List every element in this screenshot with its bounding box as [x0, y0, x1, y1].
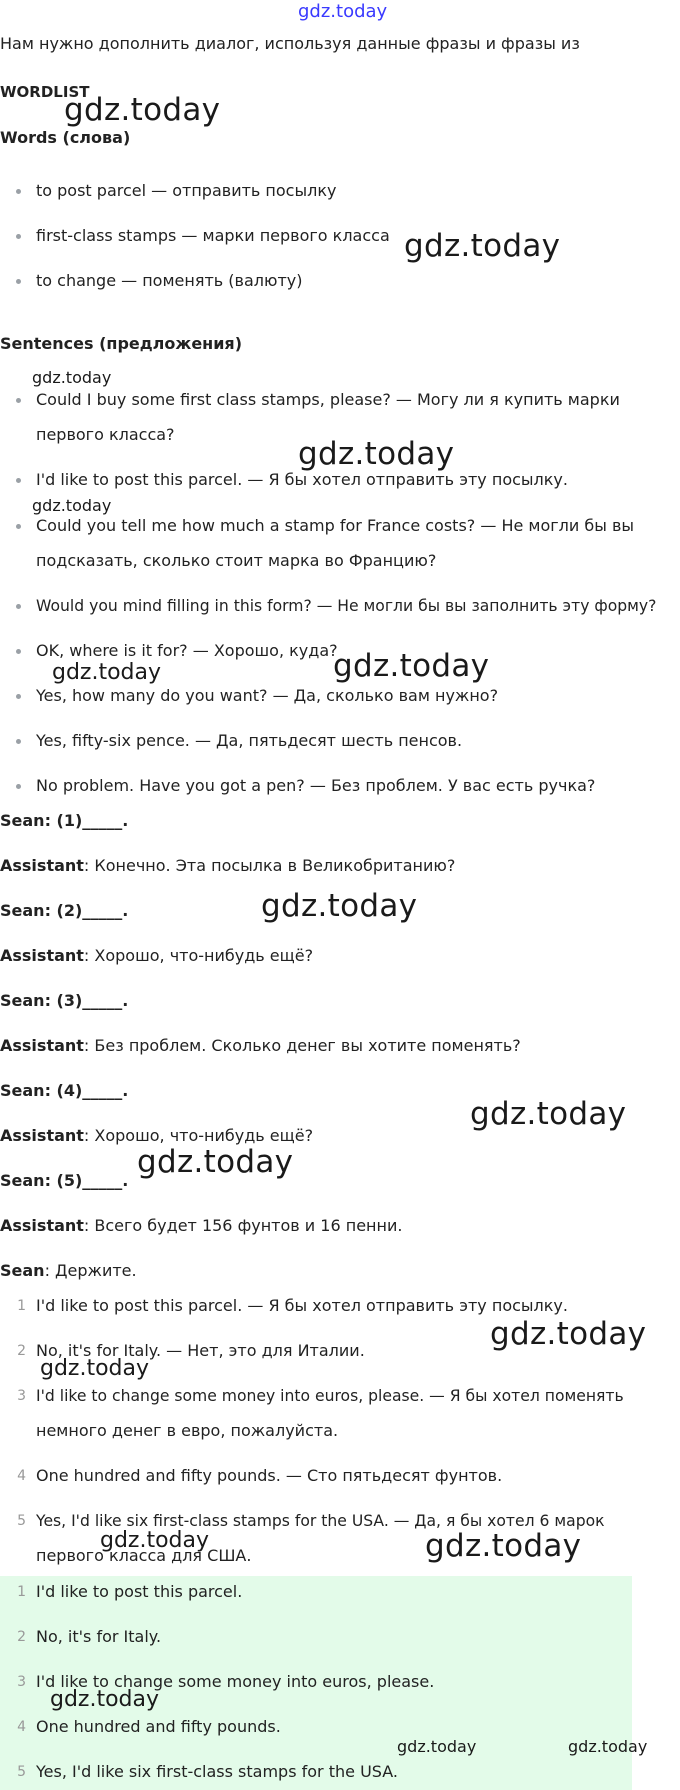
speaker: Assistant — [0, 946, 84, 965]
watermark: gdz.today — [261, 888, 418, 924]
word-text: to post parcel — отправить посылку — [36, 181, 337, 200]
sentence-line: Yes, how many do you want? — Да, сколько вам нужно? — [36, 686, 499, 705]
translation-line: One hundred and fifty pounds. — Сто пятьдесят фунтов. — [36, 1466, 503, 1485]
words-title: Words (слова) — [0, 128, 131, 147]
dialogue-line — [0, 1081, 128, 1101]
word-text: to change — поменять (валюту) — [36, 271, 303, 290]
item-number: 4 — [17, 1719, 26, 1735]
watermark: gdz.today — [50, 1687, 160, 1712]
watermark: gdz.today — [425, 1528, 582, 1564]
translation-line-continued: первого класса для США. — [36, 1546, 252, 1565]
watermark: gdz.today — [397, 1737, 477, 1756]
item-number: 2 — [17, 1629, 26, 1645]
translation-line: No, it's for Italy. — Нет, это для Италии. — [36, 1341, 365, 1360]
speaker: Sean: — [0, 811, 51, 830]
bullet-icon — [16, 478, 21, 483]
bullet-icon — [16, 739, 21, 744]
answer-text: No, it's for Italy. — [36, 1627, 162, 1646]
bullet-icon — [16, 694, 21, 699]
bullet-icon — [16, 279, 21, 284]
watermark: gdz.today — [32, 368, 112, 387]
dialogue-text: : Хорошо, что-нибудь ещё? — [83, 946, 314, 965]
wordlist-title: WORDLIST — [0, 83, 90, 101]
speaker: Sean: — [0, 901, 51, 920]
sentence-line: Would you mind filling in this form? — Не могли бы вы заполнить эту форму? — [36, 597, 657, 615]
dialogue-line — [0, 1126, 313, 1146]
dialogue-line — [0, 991, 128, 1011]
sentence-line: No problem. Have you got a pen? — Без проблем. У вас есть ручка? — [36, 776, 596, 795]
watermark: gdz.today — [40, 1356, 150, 1381]
sentence-line: I'd like to post this parcel. — Я бы хотел отправить эту посылку. — [36, 470, 568, 489]
sentence-line-continued: подсказать, сколько стоит марка во Францию? — [36, 551, 437, 570]
watermark: gdz.today — [568, 1737, 648, 1756]
dialogue-line — [0, 1216, 402, 1236]
answer-text: One hundred and fifty pounds. — [36, 1717, 281, 1736]
sentence-line: Yes, fifty-six pence. — Да, пятьдесят шесть пенсов. — [36, 731, 463, 750]
intro-text: Нам нужно дополнить диалог, используя данные фразы и фразы из — [0, 34, 580, 53]
watermark: gdz.today — [100, 1528, 210, 1553]
dialogue-text: (3)_____. — [50, 991, 129, 1010]
dialogue-line — [0, 856, 455, 876]
bullet-icon — [16, 784, 21, 789]
speaker: Sean: — [0, 1081, 51, 1100]
translation-line: Yes, I'd like six first-class stamps for the USA. — Да, я бы хотел 6 марок — [36, 1512, 605, 1530]
dialogue-text: (5)_____. — [50, 1171, 129, 1190]
translation-line: I'd like to change some money into euros, please. — Я бы хотел поменять — [36, 1387, 624, 1405]
item-number: 1 — [17, 1298, 26, 1314]
word-text: first-class stamps — марки первого класса — [36, 226, 390, 245]
bullet-icon — [16, 524, 21, 529]
dialogue-text: : Без проблем. Сколько денег вы хотите поменять? — [83, 1036, 521, 1055]
translation-line-continued: немного денег в евро, пожалуйста. — [36, 1421, 339, 1440]
bullet-icon — [16, 234, 21, 239]
item-number: 5 — [17, 1764, 26, 1780]
answer-text: Yes, I'd like six first-class stamps for the USA. — [36, 1762, 398, 1781]
header-watermark: gdz.today — [298, 1, 388, 22]
bullet-icon — [16, 604, 21, 609]
item-number: 2 — [17, 1343, 26, 1359]
sentence-line: Could you tell me how much a stamp for France costs? — Не могли бы вы — [36, 516, 635, 535]
speaker: Sean — [0, 1261, 45, 1280]
dialogue-text: : Всего будет 156 фунтов и 16 пенни. — [83, 1216, 403, 1235]
answer-text: I'd like to post this parcel. — [36, 1582, 243, 1601]
sentence-line: OK, where is it for? — Хорошо, куда? — [36, 641, 338, 660]
dialogue-line — [0, 811, 128, 831]
item-number: 3 — [17, 1388, 26, 1404]
bullet-icon — [16, 398, 21, 403]
dialogue-text: : Держите. — [44, 1261, 137, 1280]
watermark: gdz.today — [404, 228, 561, 264]
dialogue-text: : Хорошо, что-нибудь ещё? — [83, 1126, 314, 1145]
dialogue-line — [0, 946, 313, 966]
bullet-icon — [16, 189, 21, 194]
watermark: gdz.today — [333, 648, 490, 684]
dialogue-text: (2)_____. — [50, 901, 129, 920]
speaker: Assistant — [0, 1216, 84, 1235]
item-number: 1 — [17, 1584, 26, 1600]
watermark: gdz.today — [137, 1144, 294, 1180]
dialogue-line — [0, 1171, 128, 1191]
dialogue-line — [0, 1036, 521, 1056]
sentence-line: Could I buy some first class stamps, please? — Могу ли я купить марки — [36, 390, 620, 409]
speaker: Assistant — [0, 856, 84, 875]
answer-text: I'd like to change some money into euros, please. — [36, 1672, 435, 1691]
translation-line: I'd like to post this parcel. — Я бы хотел отправить эту посылку. — [36, 1296, 568, 1315]
item-number: 4 — [17, 1468, 26, 1484]
item-number: 3 — [17, 1674, 26, 1690]
item-number: 5 — [17, 1513, 26, 1529]
speaker: Assistant — [0, 1036, 84, 1055]
sentences-title: Sentences (предложения) — [0, 334, 243, 353]
watermark: gdz.today — [490, 1316, 647, 1352]
watermark: gdz.today — [470, 1096, 627, 1132]
dialogue-text: : Конечно. Эта посылка в Великобританию? — [83, 856, 456, 875]
speaker: Assistant — [0, 1126, 84, 1145]
dialogue-text: (1)_____. — [50, 811, 129, 830]
dialogue-line — [0, 901, 128, 921]
dialogue-line — [0, 1261, 137, 1281]
dialogue-text: (4)_____. — [50, 1081, 129, 1100]
speaker: Sean: — [0, 991, 51, 1010]
watermark: gdz.today — [64, 92, 221, 128]
bullet-icon — [16, 649, 21, 654]
watermark: gdz.today — [298, 436, 455, 472]
sentence-line-continued: первого класса? — [36, 425, 175, 444]
speaker: Sean: — [0, 1171, 51, 1190]
watermark: gdz.today — [32, 496, 112, 515]
watermark: gdz.today — [52, 660, 162, 685]
